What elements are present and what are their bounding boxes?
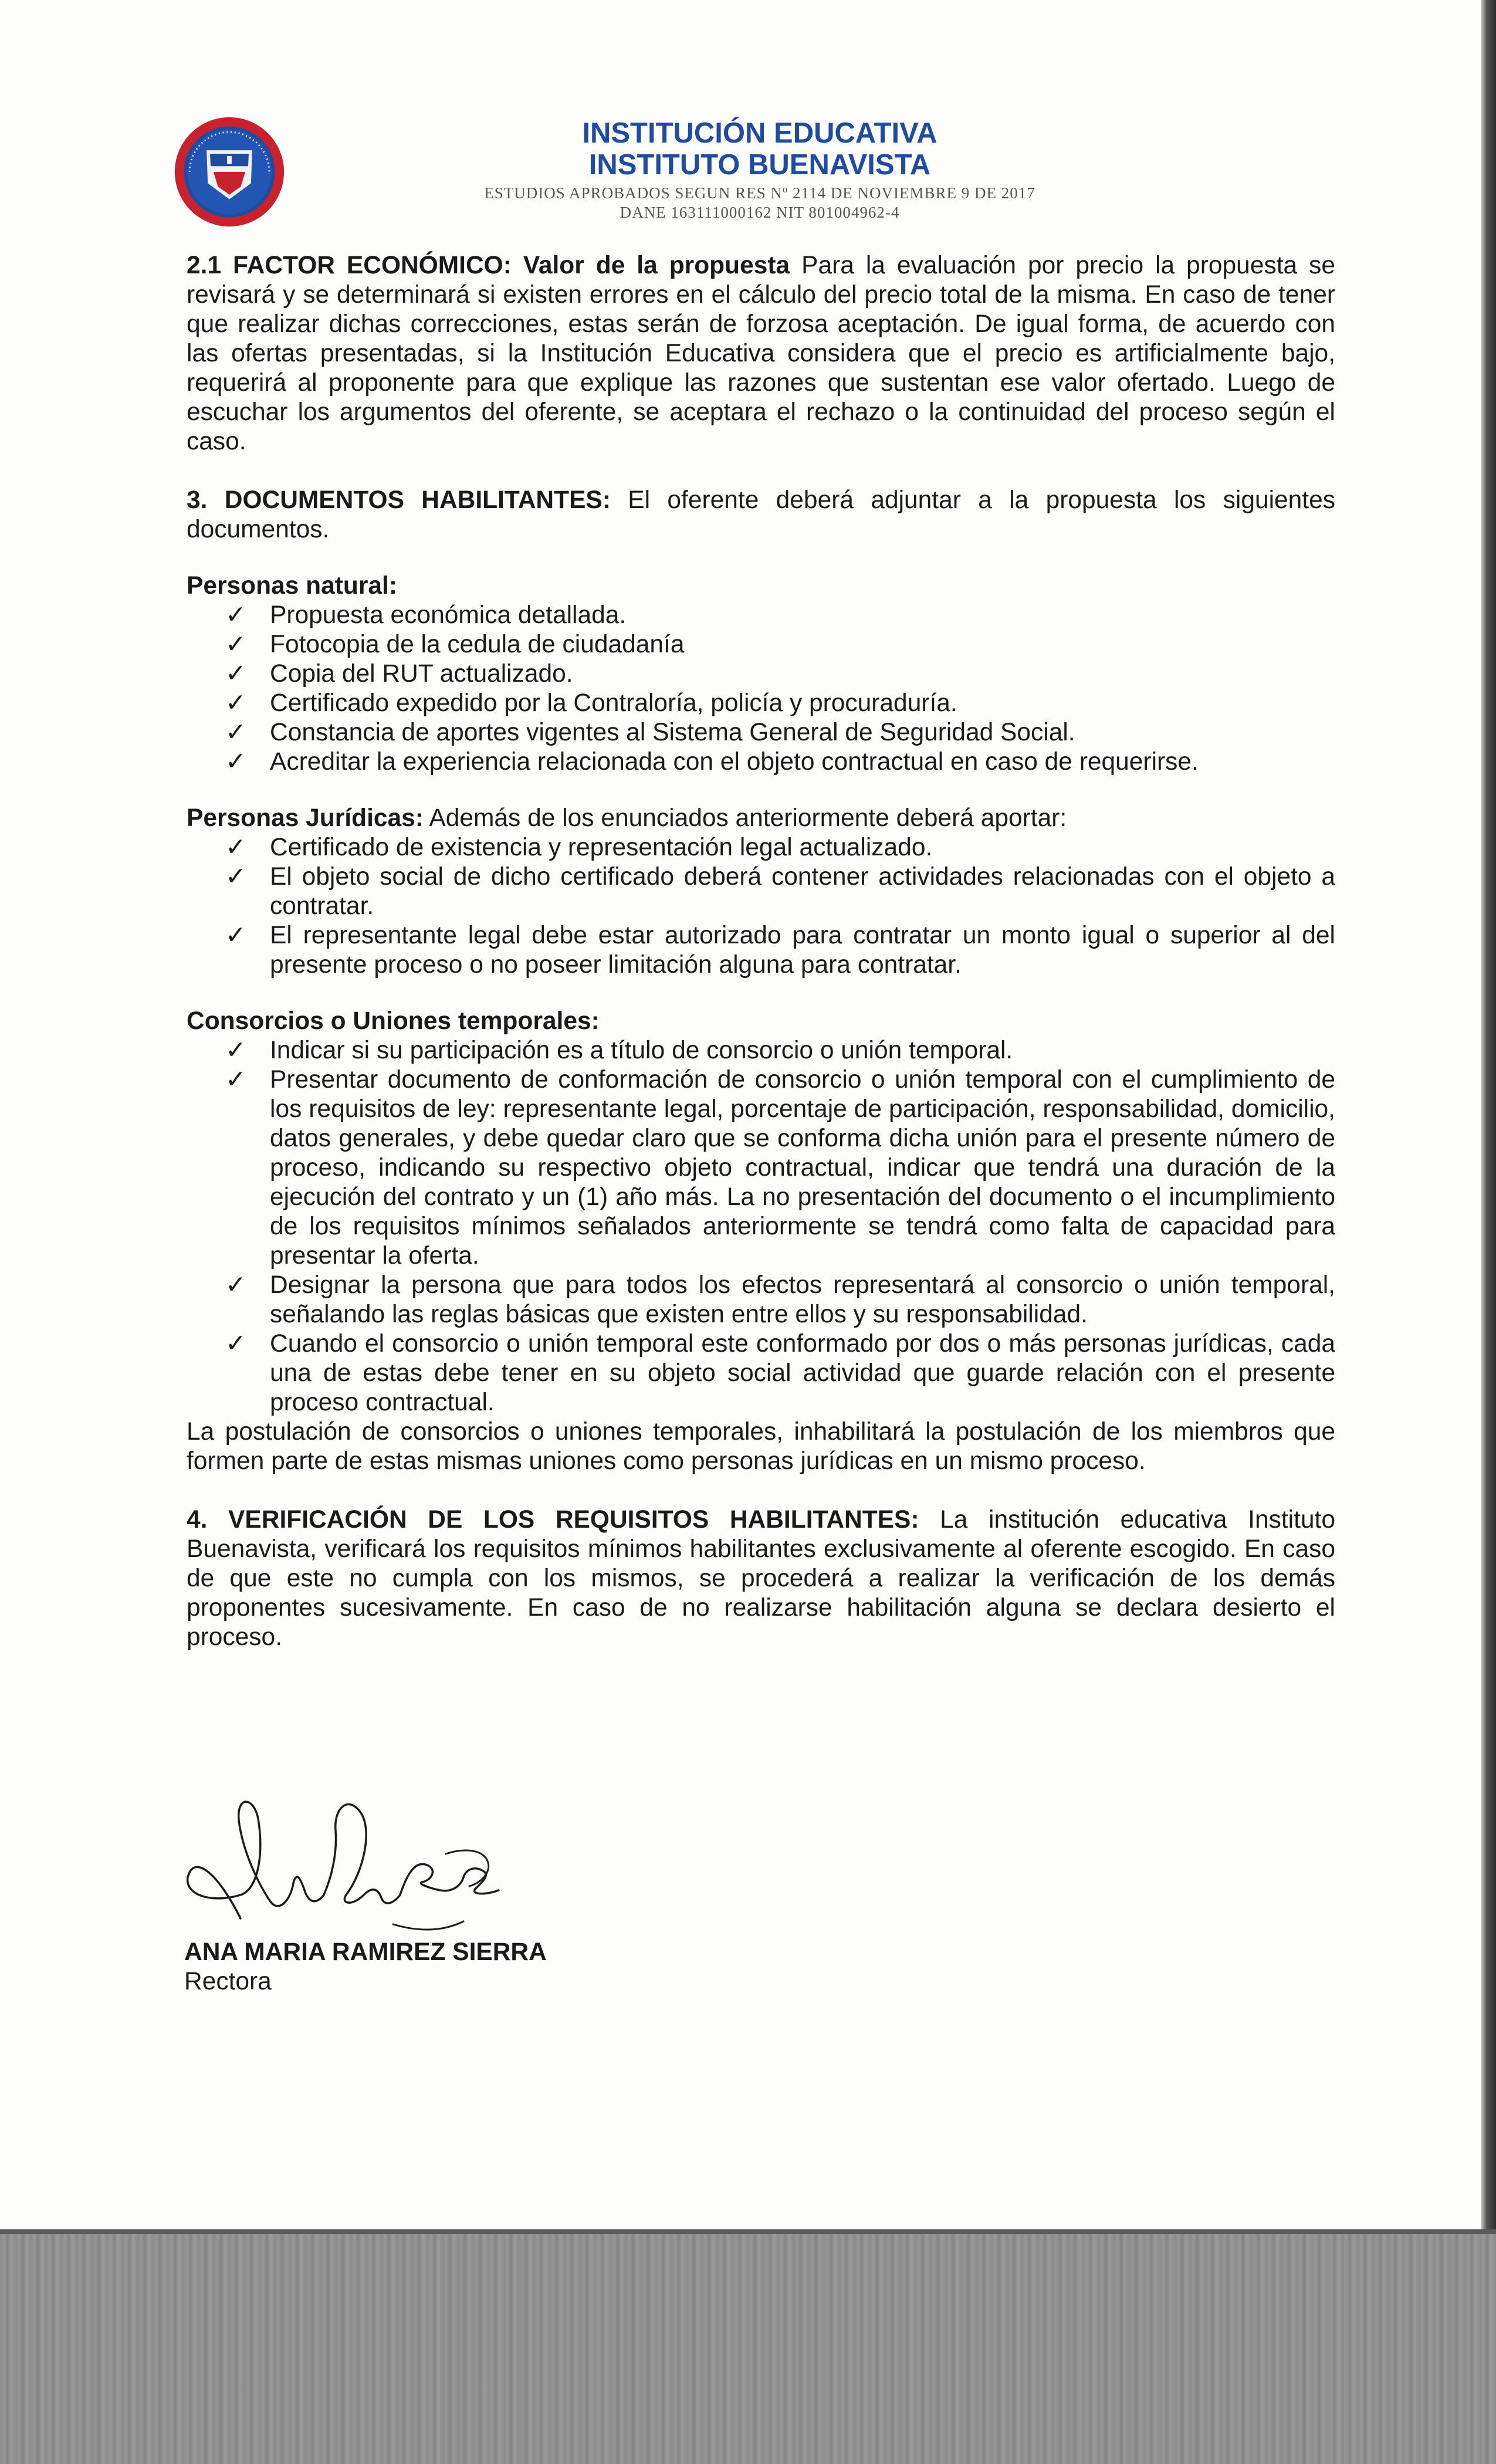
check-icon: ✓	[225, 660, 246, 688]
section-text: El oferente deberá adjuntar a la propuesta los siguientes documentos.	[187, 486, 1335, 543]
scan-edge-shadow	[1481, 0, 1496, 2229]
section-verificacion	[187, 1505, 1335, 1652]
list-item: ✓ Cuando el consorcio o unión temporal este conformado por dos o más personas jurídicas, cada una de estas debe tener en su objeto social actividad que guarde relación con el presente proceso contractual.	[225, 1330, 1335, 1416]
consorcios-closing-text: La postulación de consorcios o uniones temporales, inhabilitará la postulación de los miembros que formen parte de estas mismas uniones como personas jurídicas en un mismo proceso.	[187, 1418, 1335, 1475]
signer-role: Rectora	[184, 1968, 272, 1995]
letterhead	[411, 117, 1109, 222]
institution-type: INSTITUCIÓN EDUCATIVA	[582, 117, 937, 149]
list-item: ✓ Constancia de aportes vigentes al Sistema General de Seguridad Social.	[225, 719, 1075, 746]
check-icon: ✓	[225, 631, 246, 658]
checklist-natural	[187, 601, 1335, 777]
list-item: ✓ Copia del RUT actualizado.	[225, 660, 573, 688]
list-item: ✓ Designar la persona que para todos los efectos representará al consorcio o unión temporal, señalando las reglas básicas que existen entre ellos y su responsabilidad.	[225, 1271, 1335, 1328]
dane-nit-codes: DANE 163111000162 NIT 801004962-4	[620, 204, 900, 221]
institution-name: INSTITUTO BUENAVISTA	[588, 149, 931, 181]
signer-name: ANA MARIA RAMIREZ SIERRA	[184, 1938, 547, 1966]
checklist-consorcios	[187, 1036, 1335, 1417]
section-text: Además de los enunciados anteriormente deberá aportar:	[423, 804, 1067, 832]
section-heading: 2.1 FACTOR ECONÓMICO: Valor de la propuesta	[187, 252, 790, 279]
list-item: ✓ Acreditar la experiencia relacionada con el objeto contractual en caso de requerirse.	[225, 748, 1199, 776]
list-item: ✓ Certificado expedido por la Contraloría, policía y procuraduría.	[225, 689, 957, 717]
list-item: ✓ Propuesta económica detallada.	[225, 601, 627, 629]
check-icon: ✓	[225, 834, 246, 861]
handwritten-signature	[170, 1783, 593, 1936]
check-icon: ✓	[225, 1271, 246, 1299]
subsection-heading: Personas Jurídicas:	[187, 804, 424, 832]
section-factor-economico	[187, 251, 1335, 456]
document-body	[187, 251, 1335, 1652]
section-text: La institución educativa Instituto Buenavista, verificará los requisitos mínimos habilitantes exclusivamente al oferente escogido. En caso de que este no cumpla con los mismos, se procederá a realizar la verificación de los demás proponentes sucesivamente. En caso de no realizarse habilitación alguna se declara desierto el proceso.	[187, 1506, 1335, 1651]
section-text: Para la evaluación por precio la propuesta se revisará y se determinará si existen errores en el cálculo del precio total de la misma. En caso de tener que realizar dichas correcciones, estas serán de forzosa aceptación. De igual forma, de acuerdo con las ofertas presentadas, si la Institución Educativa considera que el precio es artificialmente bajo, requerirá al proponente para que explique las razones que sustentan ese valor ofertado. Luego de escuchar los argumentos del oferente, se aceptara el rechazo o la continuidad del proceso según el caso.	[187, 252, 1335, 455]
subsection-heading-consorcios: Consorcios o Uniones temporales:	[187, 1007, 600, 1035]
list-item: ✓ El objeto social de dicho certificado deberá contener actividades relacionadas con el objeto a contratar.	[225, 863, 1335, 920]
list-item: ✓ Indicar si su participación es a título de consorcio o unión temporal.	[225, 1037, 1013, 1064]
checklist-juridicas	[187, 833, 1335, 980]
check-icon: ✓	[225, 689, 246, 717]
list-item: ✓ El representante legal debe estar autorizado para contratar un monto igual o superior al del presente proceso o no poseer limitación alguna para contratar.	[225, 922, 1335, 979]
list-item: ✓ Certificado de existencia y representación legal actualizado.	[225, 834, 933, 861]
signature-block	[184, 1938, 547, 1996]
subsection-heading-natural: Personas natural:	[187, 572, 398, 600]
subsection-juridicas	[187, 804, 1335, 833]
check-icon: ✓	[225, 1330, 246, 1358]
check-icon: ✓	[225, 719, 246, 746]
list-item: ✓ Presentar documento de conformación de consorcio o unión temporal con el cumplimiento de los requisitos de ley: representante legal, porcentaje de participación, responsabilidad, domicilio, datos generales, y debe quedar claro que se conforma dicha unión para el presente número de proceso, indicando su respectivo objeto contractual, indicar que tendrá una duración de la ejecución del contrato y un (1) año más. La no presentación del documento o el incumplimiento de los requisitos mínimos señalados anteriormente se tendrá como falta de capacidad para presentar la oferta.	[225, 1066, 1335, 1270]
list-item: ✓ Fotocopia de la cedula de ciudadanía	[225, 631, 685, 658]
scan-background-area	[0, 2234, 1496, 2464]
check-icon: ✓	[225, 748, 246, 776]
section-heading: 4. VERIFICACIÓN DE LOS REQUISITOS HABILITANTES:	[187, 1506, 919, 1534]
approval-resolution: ESTUDIOS APROBADOS SEGUN RES Nº 2114 DE NOVIEMBRE 9 DE 2017	[484, 184, 1035, 202]
check-icon: ✓	[225, 1066, 246, 1094]
institution-seal-logo	[172, 115, 286, 229]
check-icon: ✓	[225, 922, 246, 949]
check-icon: ✓	[225, 1037, 246, 1064]
section-documentos-habilitantes	[187, 486, 1335, 544]
check-icon: ✓	[225, 863, 246, 891]
check-icon: ✓	[225, 601, 246, 629]
section-heading: 3. DOCUMENTOS HABILITANTES:	[187, 486, 611, 514]
